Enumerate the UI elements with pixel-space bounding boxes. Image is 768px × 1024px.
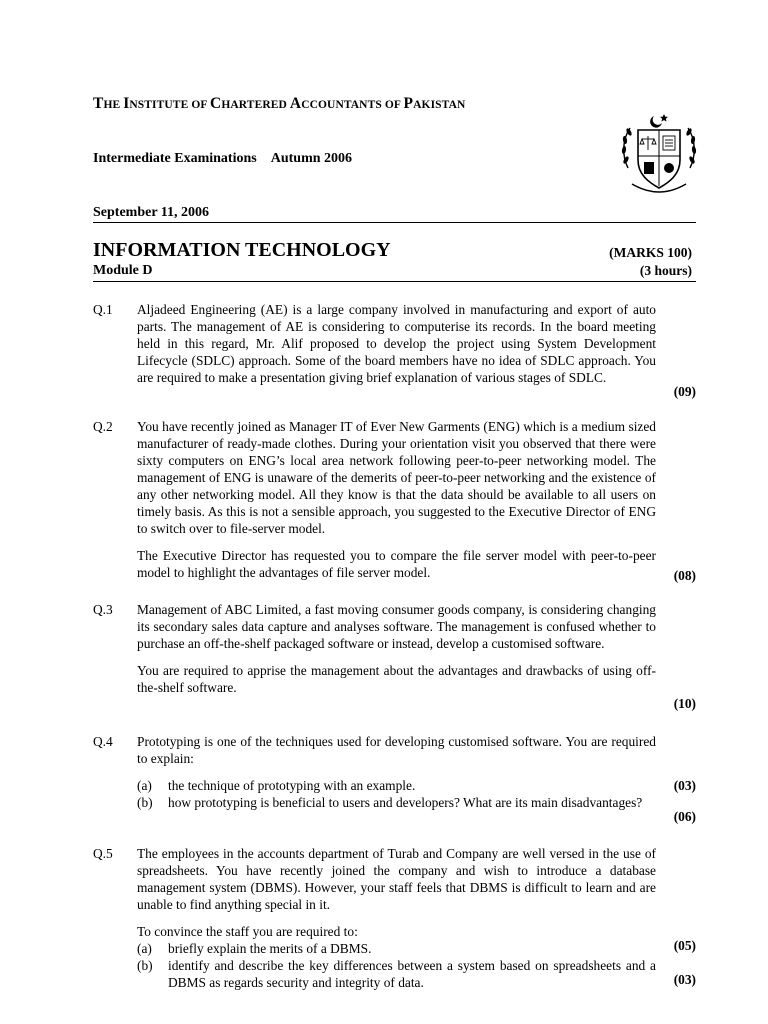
question-paragraph: You are required to apprise the management about the advantages and drawbacks of using off-the-shelf software. <box>137 663 656 695</box>
question-intro: Prototyping is one of the techniques used for developing customised software. You are required to explain: <box>137 734 656 766</box>
sub-question-a <box>137 777 656 794</box>
question-text: Aljadeed Engineering (AE) is a large company involved in manufacturing and export of auto parts. The management of AE is considering to computerise its records. In the board meeting held in this regard, Mr. Alif proposed to develop the project using System Development Lifecycle (SDLC) approach. Some of the board members have no idea of SDLC approach. You are required to make a presentation giving brief explanation of various stages of SDLC. <box>137 302 656 385</box>
institute-seal-logo <box>614 108 704 198</box>
institute-rest-1: HE <box>103 99 124 111</box>
sub-question-b <box>137 794 656 811</box>
sub-question-label: (b) <box>137 958 153 973</box>
institute-initial-4: A <box>289 95 302 112</box>
question-body <box>137 601 656 696</box>
institute-rest-5: AKISTAN <box>413 99 466 111</box>
sub-question-text: the technique of prototyping with an example. <box>168 778 416 793</box>
sub-question-label: (a) <box>137 778 152 793</box>
question-number: Q.3 <box>93 602 113 617</box>
sub-question-text: identify and describe the key differences between a system based on spreadsheets and a DBMS as regards security and integrity of data. <box>168 958 656 990</box>
question-intro: The employees in the accounts department of Turab and Company are well versed in the use of spreadsheets. You have recently joined the company and wish to introduce a database management system (DBMS). However, your staff feels that DBMS is difficult to learn and are unable to find anything special in it. <box>137 846 656 912</box>
sub-question-b-marks: (06) <box>673 809 696 824</box>
exam-session: Autumn 2006 <box>270 151 353 166</box>
institute-name <box>93 95 465 113</box>
question-body <box>137 301 656 386</box>
sub-question-list <box>137 777 656 811</box>
institute-initial-1: T <box>93 95 104 112</box>
institute-rest-3: HARTERED <box>221 99 290 111</box>
institute-initial-3: C <box>210 95 222 112</box>
total-marks: (MARKS 100) <box>609 245 692 260</box>
question-body <box>137 845 656 991</box>
question-body <box>137 418 656 581</box>
question-marks: (08) <box>673 568 696 583</box>
sub-question-b-marks: (03) <box>673 972 696 987</box>
sub-question-label: (a) <box>137 941 152 956</box>
question-number: Q.1 <box>93 302 113 317</box>
question-lead: To convince the staff you are required to: <box>137 924 358 939</box>
question-number: Q.4 <box>93 734 113 749</box>
header-divider-top <box>93 222 696 223</box>
question-paragraph: Management of ABC Limited, a fast moving consumer goods company, is considering changing its secondary sales data capture and analyses software. The management is confused whether to purchase an off-the-shelf packaged software or instead, develop a customised software. <box>137 602 656 651</box>
sub-question-a-marks: (05) <box>673 938 696 953</box>
exam-duration: (3 hours) <box>639 263 692 278</box>
institute-rest-2: NSTITUTE OF <box>129 99 211 111</box>
question-marks: (09) <box>673 384 696 399</box>
sub-question-label: (b) <box>137 795 153 810</box>
question-paragraph: The Executive Director has requested you to compare the file server model with peer-to-peer model to highlight the advantages of file server model. <box>137 548 656 580</box>
sub-question-text: how prototyping is beneficial to users and developers? What are its main disadvantages? <box>168 795 643 810</box>
institute-initial-2: I <box>123 95 130 112</box>
subject-title: INFORMATION TECHNOLOGY <box>93 239 391 261</box>
question-marks: (10) <box>673 696 696 711</box>
institute-rest-4: CCOUNTANTS OF <box>301 99 404 111</box>
exam-info <box>93 151 352 167</box>
header-divider-bottom <box>93 281 696 282</box>
exam-date: September 11, 2006 <box>93 205 210 220</box>
question-paragraph: You have recently joined as Manager IT of Ever New Garments (ENG) which is a medium sized manufacturer of ready-made clothes. During your orientation visit you observed that there were sixty computers on ENG’s local area network following peer-to-peer networking model. The management of ENG is unaware of the demerits of peer-to-peer networking and the existence of any other networking model. All they know is that the data should be available to all users on timely basis. As this is not a sensible approach, you suggested to the Executive Director of ENG to switch over to file-server model. <box>137 419 656 536</box>
sub-question-list <box>93 940 656 991</box>
sub-question-a-marks: (03) <box>673 778 696 793</box>
sub-question-a <box>137 940 656 957</box>
module-label: Module D <box>93 263 153 278</box>
question-number: Q.5 <box>93 846 113 861</box>
question-body <box>137 733 656 811</box>
exam-level: Intermediate Examinations <box>93 151 257 166</box>
sub-question-text: briefly explain the merits of a DBMS. <box>168 941 372 956</box>
sub-question-b <box>137 957 656 991</box>
question-number: Q.2 <box>93 419 113 434</box>
institute-initial-5: P <box>403 95 414 112</box>
